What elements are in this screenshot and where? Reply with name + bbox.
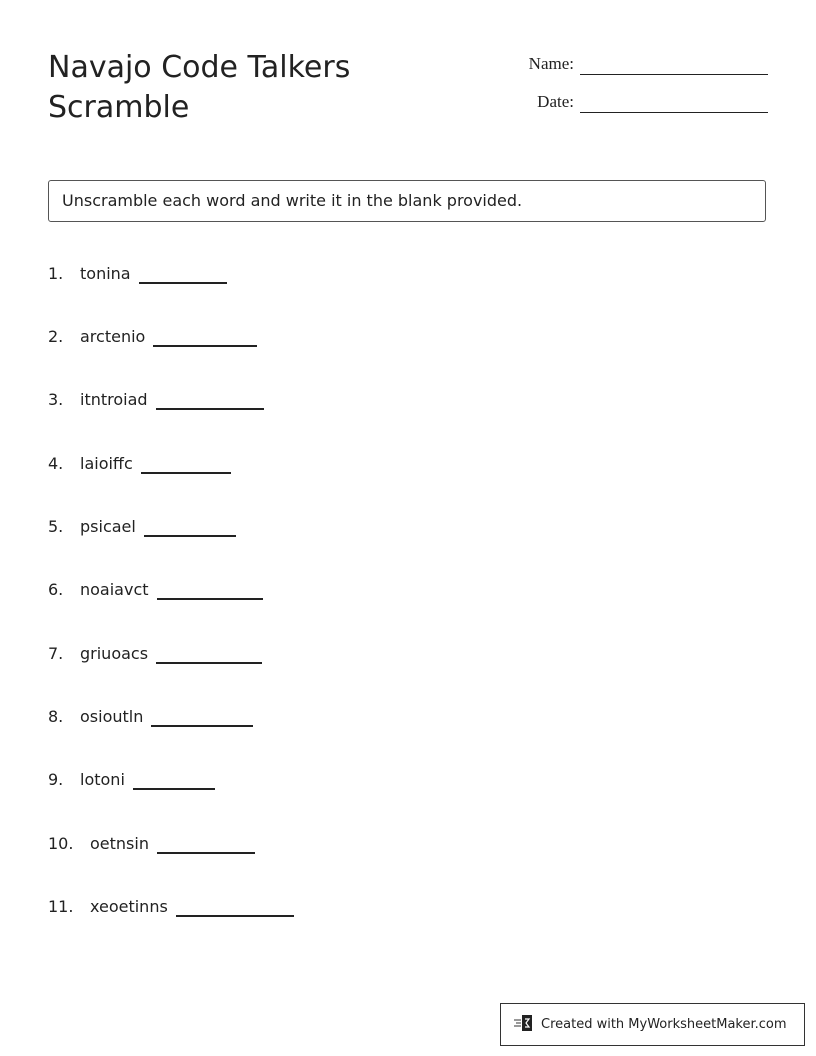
answer-blank[interactable]	[133, 787, 215, 790]
list-item	[48, 770, 215, 796]
date-label: Date:	[537, 92, 574, 111]
footer-badge[interactable]	[500, 1003, 805, 1046]
title-line-2: Scramble	[48, 90, 190, 125]
scrambled-word: arctenio	[80, 327, 146, 346]
scrambled-word: lotoni	[80, 770, 125, 789]
item-number: 8.	[48, 707, 64, 726]
scrambled-word: laioiffc	[80, 454, 133, 473]
list-item	[48, 707, 253, 733]
answer-blank[interactable]	[156, 407, 264, 410]
instructions-box	[48, 180, 766, 222]
worksheet-title	[48, 48, 468, 128]
list-item	[48, 834, 255, 860]
scrambled-word: tonina	[80, 264, 131, 283]
scrambled-word: itntroiad	[80, 390, 148, 409]
answer-blank[interactable]	[139, 281, 227, 284]
name-label: Name:	[528, 54, 574, 73]
item-number: 7.	[48, 644, 64, 663]
item-number: 2.	[48, 327, 64, 346]
name-field[interactable]	[500, 54, 768, 78]
date-field[interactable]	[500, 92, 768, 116]
list-item	[48, 897, 294, 923]
list-item	[48, 390, 264, 416]
answer-blank[interactable]	[157, 597, 263, 600]
item-number: 5.	[48, 517, 64, 536]
item-number: 3.	[48, 390, 64, 409]
answer-blank[interactable]	[157, 851, 255, 854]
scrambled-word: osioutln	[80, 707, 144, 726]
item-number: 1.	[48, 264, 64, 283]
name-line[interactable]	[580, 74, 768, 75]
answer-blank[interactable]	[141, 471, 231, 474]
footer-text: Created with MyWorksheetMaker.com	[541, 1017, 787, 1032]
worksheet-maker-logo-icon	[513, 1013, 541, 1037]
list-item	[48, 580, 263, 606]
item-number: 11.	[48, 897, 74, 916]
answer-blank[interactable]	[176, 914, 294, 917]
list-item	[48, 264, 227, 290]
answer-blank[interactable]	[156, 661, 262, 664]
answer-blank[interactable]	[144, 534, 236, 537]
scrambled-word: psicael	[80, 517, 136, 536]
item-number: 10.	[48, 834, 74, 853]
scrambled-word: xeoetinns	[90, 897, 168, 916]
list-item	[48, 454, 231, 480]
list-item	[48, 644, 262, 670]
list-item	[48, 327, 257, 353]
title-line-1: Navajo Code Talkers	[48, 50, 351, 85]
scrambled-word: noaiavct	[80, 580, 149, 599]
item-number: 4.	[48, 454, 64, 473]
date-line[interactable]	[580, 112, 768, 113]
instructions-text: Unscramble each word and write it in the blank provided.	[62, 191, 523, 210]
answer-blank[interactable]	[151, 724, 253, 727]
item-number: 9.	[48, 770, 64, 789]
scrambled-word: oetnsin	[90, 834, 149, 853]
answer-blank[interactable]	[153, 344, 257, 347]
list-item	[48, 517, 236, 543]
item-number: 6.	[48, 580, 64, 599]
scrambled-word: griuoacs	[80, 644, 149, 663]
